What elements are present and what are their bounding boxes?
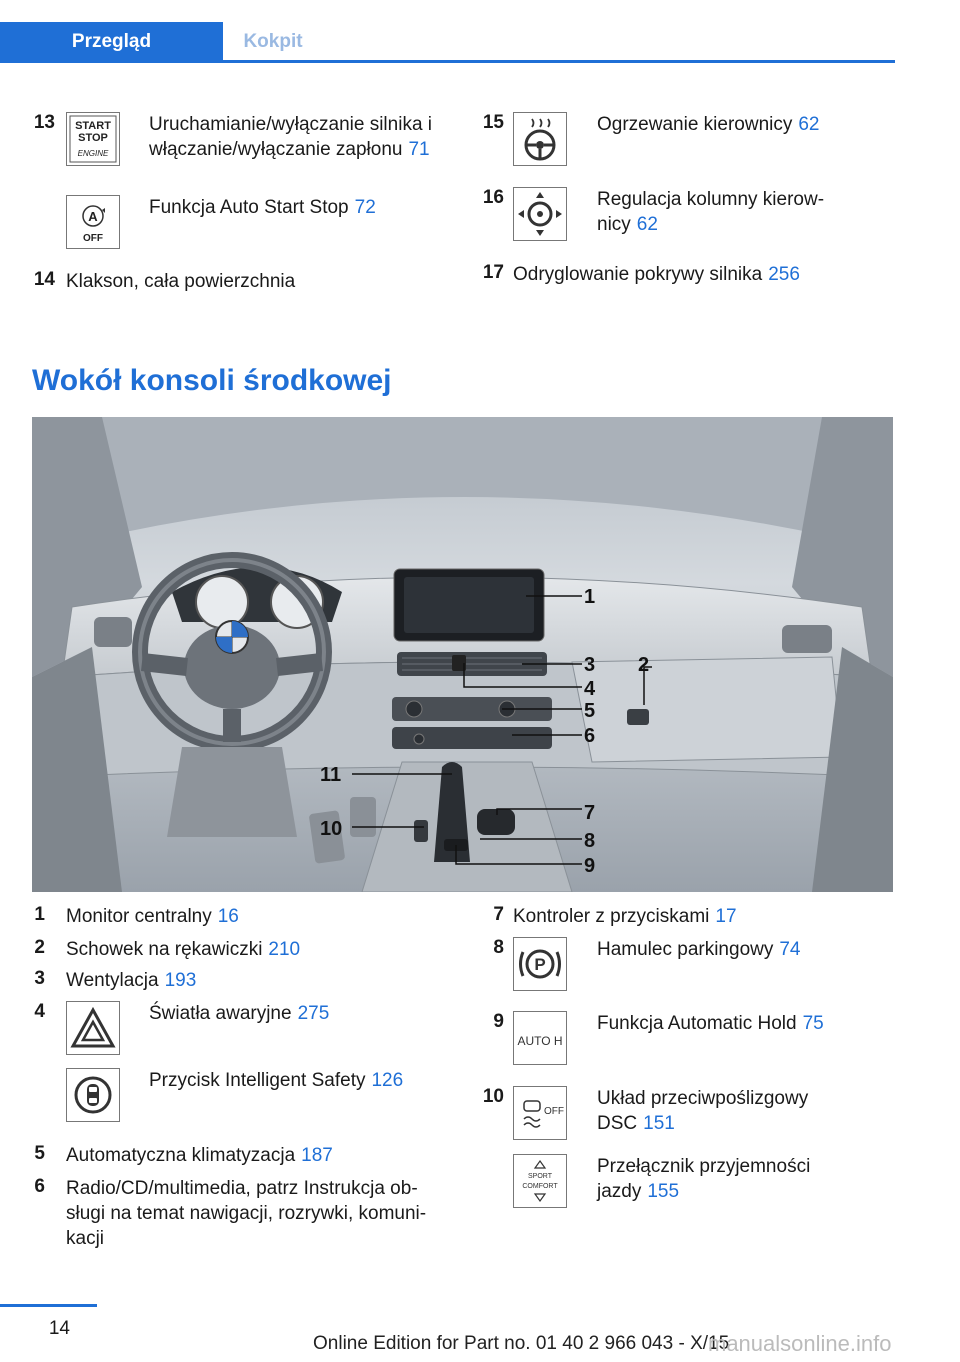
entry-5 xyxy=(66,1143,446,1168)
page-reference-link[interactable]: 187 xyxy=(301,1145,333,1166)
entry-16 xyxy=(597,187,857,237)
entry-text: Funkcja Auto Start Stop xyxy=(149,197,349,218)
cockpit-illustration xyxy=(32,417,893,892)
entry-text: Funkcja Automatic Hold xyxy=(597,1013,797,1034)
entry-15 xyxy=(597,112,897,137)
item-number: 6 xyxy=(34,1176,45,1197)
page-reference-link[interactable]: 151 xyxy=(643,1113,675,1134)
start-label: START xyxy=(75,120,111,132)
hazard-warning-icon xyxy=(66,1001,120,1055)
tab-bar xyxy=(0,22,895,62)
entry-6 xyxy=(66,1176,446,1251)
page-reference-link[interactable]: 17 xyxy=(715,906,737,927)
entry-7 xyxy=(513,904,893,929)
entry-14 xyxy=(66,269,446,294)
entry-text: Monitor centralny xyxy=(66,906,212,927)
entry-4 xyxy=(149,1001,449,1026)
entry-text: Ogrzewanie kierownicy xyxy=(597,114,793,135)
entry-text: Hamulec parkingowy xyxy=(597,939,774,960)
entry-10-sub xyxy=(597,1154,857,1204)
callout-5: 5 xyxy=(584,700,596,722)
item-number: 7 xyxy=(493,904,504,925)
a-label: A xyxy=(88,209,98,224)
steering-column-adjust-icon xyxy=(513,187,567,241)
start-stop-engine-icon xyxy=(66,112,120,166)
page-reference-link[interactable]: 210 xyxy=(268,939,301,960)
watermark: manualsonline.info xyxy=(708,1331,892,1356)
entry-text: Światła awaryjne xyxy=(149,1003,292,1024)
item-number: 15 xyxy=(482,112,504,133)
page-reference-link[interactable]: 72 xyxy=(354,197,376,218)
auto-h-label: AUTO H xyxy=(517,1034,563,1048)
entry-text: Radio/CD/multimedia, patrz Instrukcja obsługi na temat nawigacji, rozrywki, komunikacji xyxy=(66,1178,427,1249)
entry-text: Regulacja kolumny kierownicy xyxy=(597,189,825,235)
engine-label: ENGINE xyxy=(77,149,109,158)
item-number: 13 xyxy=(33,112,55,133)
page-reference-link[interactable]: 71 xyxy=(408,139,430,160)
item-number: 8 xyxy=(493,937,504,958)
entry-17 xyxy=(513,262,893,287)
section-title: Wokół konsoli środkowej xyxy=(32,364,392,397)
stop-label: STOP xyxy=(78,132,108,144)
callout-6: 6 xyxy=(584,725,596,747)
item-number: 5 xyxy=(34,1143,45,1164)
tab-przeglad[interactable]: Przegląd xyxy=(0,22,223,60)
callout-7: 7 xyxy=(584,802,596,824)
item-number: 16 xyxy=(482,187,504,208)
page-number: 14 xyxy=(48,1318,70,1339)
sport-label: SPORT xyxy=(528,1173,552,1180)
dsc-off-icon xyxy=(513,1086,567,1140)
entry-text: Wentylacja xyxy=(66,970,159,991)
callout-9: 9 xyxy=(584,855,596,877)
page-reference-link[interactable]: 275 xyxy=(297,1003,330,1024)
entry-13 xyxy=(149,112,439,162)
callout-11: 11 xyxy=(320,764,342,786)
entry-text: Odryglowanie pokrywy silnika xyxy=(513,264,763,285)
steering-wheel-heating-icon xyxy=(513,112,567,166)
off-label: OFF xyxy=(83,233,103,244)
entry-3 xyxy=(66,968,446,993)
callout-8: 8 xyxy=(584,830,596,852)
callout-2: 2 xyxy=(638,654,650,676)
item-number: 2 xyxy=(34,937,45,958)
footer-rule xyxy=(0,1304,97,1307)
entry-9 xyxy=(597,1011,897,1036)
entry-text: Schowek na rękawiczki xyxy=(66,939,263,960)
entry-text: Przełącznik przyjemności jazdy xyxy=(597,1156,811,1202)
auto-hold-icon xyxy=(513,1011,567,1065)
page-reference-link[interactable]: 62 xyxy=(636,214,658,235)
item-number: 10 xyxy=(482,1086,504,1107)
item-number: 4 xyxy=(34,1001,45,1022)
tab-kokpit[interactable]: Kokpit xyxy=(243,31,303,52)
callout-10: 10 xyxy=(320,818,343,840)
entry-text: Uruchamianie/wyłączanie silnika i włączanie/wyłączanie zapłonu xyxy=(149,114,433,160)
entry-8 xyxy=(597,937,897,962)
entry-text: Klakson, cała powierzchnia xyxy=(66,271,296,292)
item-number: 14 xyxy=(33,269,55,290)
page-reference-link[interactable]: 256 xyxy=(768,264,800,285)
callout-1: 1 xyxy=(584,586,596,608)
item-number: 9 xyxy=(493,1011,504,1032)
edition-note: Online Edition for Part no. 01 40 2 966 043 - X/15 xyxy=(313,1333,730,1354)
entry-13-sub xyxy=(149,195,439,220)
entry-text: Przycisk Intelligent Safety xyxy=(149,1070,366,1091)
tab-underline xyxy=(0,60,895,63)
item-number: 17 xyxy=(482,262,504,283)
entry-text: Układ przeciwpoślizgowy DSC xyxy=(597,1088,809,1134)
entry-4-sub xyxy=(149,1068,449,1093)
callout-4: 4 xyxy=(584,678,596,700)
callout-3: 3 xyxy=(584,654,596,676)
auto-start-stop-off-icon xyxy=(66,195,120,249)
entry-1 xyxy=(66,904,446,929)
entry-text: Kontroler z przyciskami xyxy=(513,906,710,927)
page-reference-link[interactable]: 16 xyxy=(217,906,239,927)
page-reference-link[interactable]: 193 xyxy=(164,970,197,991)
page-reference-link[interactable]: 62 xyxy=(798,114,820,135)
item-number: 1 xyxy=(34,904,45,925)
svg-text:P: P xyxy=(534,955,546,974)
intelligent-safety-icon xyxy=(66,1068,120,1122)
page-reference-link[interactable]: 75 xyxy=(802,1013,824,1034)
entry-2 xyxy=(66,937,446,962)
item-number: 3 xyxy=(34,968,45,989)
driving-experience-switch-icon xyxy=(513,1154,567,1208)
page-reference-link[interactable]: 155 xyxy=(647,1181,680,1202)
parking-brake-icon xyxy=(513,937,567,991)
entry-text: Automatyczna klimatyzacja xyxy=(66,1145,296,1166)
page-reference-link[interactable]: 74 xyxy=(779,939,801,960)
page-reference-link[interactable]: 126 xyxy=(371,1070,404,1091)
entry-10 xyxy=(597,1086,857,1136)
dsc-off-label: OFF xyxy=(544,1106,564,1117)
comfort-label: COMFORT xyxy=(522,1183,558,1190)
